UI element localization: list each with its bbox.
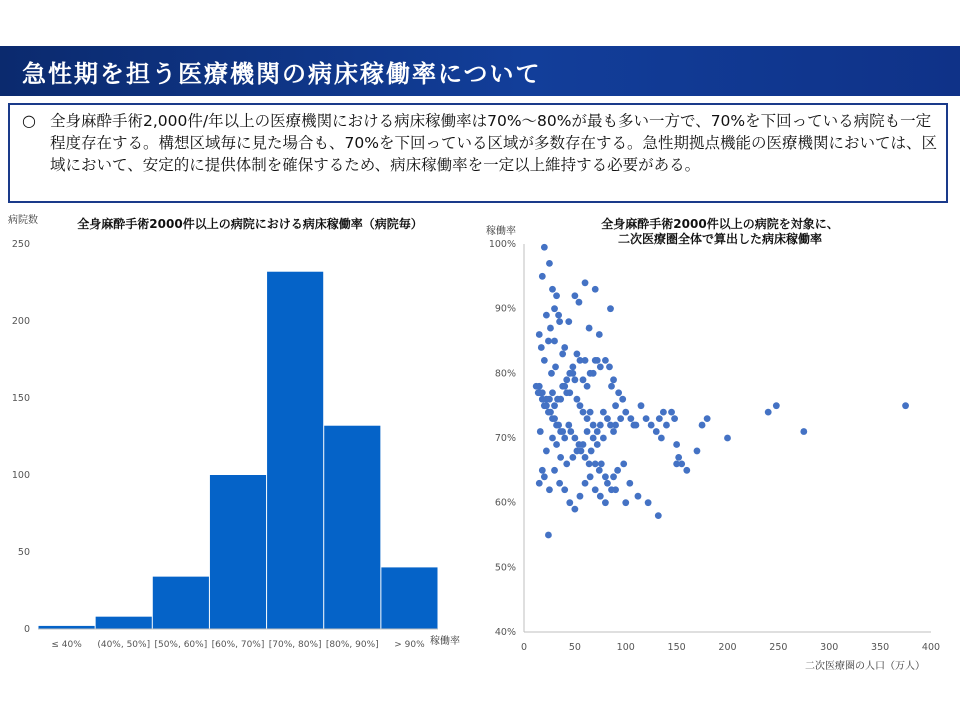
scatter-point — [627, 415, 634, 422]
scatter-point — [545, 338, 552, 345]
histogram-y-tick-label: 150 — [11, 393, 30, 404]
scatter-y-tick-label: 80% — [494, 368, 516, 380]
histogram-x-tick-label: > 90% — [394, 640, 425, 650]
scatter-point — [773, 402, 780, 409]
scatter-point — [586, 460, 593, 467]
scatter-point — [590, 370, 597, 377]
scatter-point — [619, 396, 626, 403]
scatter-point — [586, 325, 593, 332]
scatter-point — [626, 480, 633, 487]
scatter-y-tick-label: 90% — [494, 303, 516, 315]
scatter-point — [598, 460, 605, 467]
scatter-point — [571, 435, 578, 442]
scatter-point — [551, 415, 558, 422]
histogram-y-tick-label: 200 — [11, 316, 30, 327]
histogram-x-tick-label: [60%, 70%] — [211, 640, 265, 650]
scatter-point — [615, 389, 622, 396]
scatter-point — [574, 448, 581, 455]
scatter-point — [704, 415, 711, 422]
scatter-point — [574, 396, 581, 403]
scatter-point — [671, 415, 678, 422]
scatter-point — [584, 383, 591, 390]
histogram-bar — [210, 475, 266, 629]
scatter-point — [592, 460, 599, 467]
scatter-point — [545, 532, 552, 539]
summary-box — [8, 103, 948, 203]
scatter-point — [569, 370, 576, 377]
scatter-x-tick-label: 0 — [520, 642, 528, 653]
histogram-bar — [153, 577, 209, 629]
scatter-point — [608, 383, 615, 390]
scatter-point — [594, 428, 601, 435]
scatter-point — [587, 409, 594, 416]
scatter-point — [683, 467, 690, 474]
scatter-y-tick-label: 100% — [488, 239, 516, 250]
scatter-point — [543, 448, 550, 455]
scatter-point — [765, 409, 772, 416]
scatter-x-tick-label: 400 — [921, 642, 941, 653]
scatter-point — [561, 435, 568, 442]
scatter-point — [699, 422, 706, 429]
scatter-point — [902, 402, 909, 409]
scatter-point — [604, 480, 611, 487]
scatter-point — [547, 325, 554, 332]
scatter-point — [548, 370, 555, 377]
scatter-point — [590, 435, 597, 442]
scatter-point — [582, 480, 589, 487]
scatter-point — [645, 499, 652, 506]
scatter-point — [582, 454, 589, 461]
scatter-point — [549, 435, 556, 442]
scatter-point — [541, 473, 548, 480]
scatter-point — [565, 318, 572, 325]
scatter-point — [541, 244, 548, 251]
scatter-point — [571, 506, 578, 513]
scatter-point — [597, 363, 604, 370]
scatter-point — [580, 441, 587, 448]
histogram-y-tick-label: 0 — [23, 624, 30, 635]
scatter-point — [541, 357, 548, 364]
histogram-bar — [96, 617, 152, 629]
scatter-point — [549, 389, 556, 396]
histogram-bar — [267, 272, 323, 629]
scatter-point — [556, 318, 563, 325]
scatter-point — [594, 357, 601, 364]
scatter-point — [622, 409, 629, 416]
scatter-x-tick-label: 300 — [820, 642, 839, 653]
scatter-point — [604, 415, 611, 422]
scatter-point — [612, 422, 619, 429]
scatter-point — [538, 344, 545, 351]
histogram-x-axis-label: 稼働率 — [430, 636, 460, 647]
scatter-point — [800, 428, 807, 435]
scatter-point — [559, 383, 566, 390]
histogram-y-axis-label: 病院数 — [8, 215, 38, 226]
scatter-point — [563, 460, 570, 467]
scatter-point — [571, 292, 578, 299]
scatter-point — [567, 428, 574, 435]
scatter-x-tick-label: 350 — [871, 642, 890, 653]
scatter-point — [587, 473, 594, 480]
scatter-point — [539, 273, 546, 280]
scatter-point — [576, 299, 583, 306]
scatter-point — [673, 441, 680, 448]
histogram-x-tick-label: [70%, 80%] — [268, 640, 322, 650]
scatter-point — [551, 467, 558, 474]
scatter-point — [597, 422, 604, 429]
scatter-point — [600, 409, 607, 416]
scatter-point — [569, 454, 576, 461]
scatter-point — [537, 389, 544, 396]
histogram-bar — [381, 567, 437, 629]
scatter-point — [610, 428, 617, 435]
scatter-x-tick-label: 100 — [616, 642, 635, 653]
scatter-point — [543, 402, 550, 409]
histogram-x-tick-label: [50%, 60%] — [154, 640, 208, 650]
scatter-point — [588, 448, 595, 455]
histogram-y-tick-label: 100 — [11, 470, 30, 481]
histogram-y-tick-label: 250 — [11, 239, 30, 250]
scatter-point — [655, 512, 662, 519]
scatter-point — [551, 305, 558, 312]
scatter-x-tick-label: 150 — [667, 642, 686, 653]
scatter-x-axis-label: 二次医療圏の人口（万人） — [805, 661, 925, 672]
scatter-point — [584, 415, 591, 422]
scatter-point — [673, 460, 680, 467]
scatter-point — [596, 331, 603, 338]
scatter-point — [724, 435, 731, 442]
scatter-point — [653, 428, 660, 435]
scatter-point — [565, 422, 572, 429]
scatter-y-tick-label: 70% — [494, 433, 516, 444]
summary-text: 全身麻酔手術2,000件/年以上の医療機関における病床稼働率は70%～80%が最も多い一方で、70%を下回っている病院も一定程度存在する。構想区域毎に見た場合も、70%を下回っている区域が多数存在する。急性期拠点機能の医療機関においては、区域において、安定的に提供体制を確保するため、病床稼働率を一定以上維持する必要がある。 — [50, 112, 937, 174]
scatter-point — [675, 454, 682, 461]
scatter-point — [612, 402, 619, 409]
scatter-point — [553, 441, 560, 448]
scatter-point — [553, 292, 560, 299]
scatter-chart — [480, 210, 960, 680]
scatter-point — [582, 279, 589, 286]
scatter-point — [563, 376, 570, 383]
scatter-y-axis-label: 稼働率 — [486, 226, 516, 237]
histogram-title: 全身麻酔手術2000件以上の病院における病床稼働率（病院毎） — [77, 217, 423, 231]
scatter-title-line-2: 二次医療圏全体で算出した病床稼働率 — [617, 232, 822, 246]
scatter-point — [566, 389, 573, 396]
scatter-point — [554, 396, 561, 403]
scatter-y-tick-label: 40% — [494, 627, 516, 638]
scatter-point — [597, 493, 604, 500]
histogram-y-tick-label: 50 — [17, 547, 30, 558]
histogram-x-tick-label: ≤ 40% — [51, 640, 82, 650]
scatter-point — [566, 499, 573, 506]
scatter-point — [635, 493, 642, 500]
scatter-point — [668, 409, 675, 416]
scatter-point — [638, 402, 645, 409]
page-title: 急性期を担う医療機関の病床稼働率について — [22, 60, 542, 88]
scatter-x-tick-label: 200 — [718, 642, 737, 653]
scatter-point — [547, 409, 554, 416]
scatter-point — [620, 460, 627, 467]
scatter-point — [551, 402, 558, 409]
scatter-point — [594, 441, 601, 448]
scatter-point — [546, 260, 553, 267]
scatter-point — [614, 467, 621, 474]
scatter-point — [602, 473, 609, 480]
title-banner — [0, 46, 960, 96]
scatter-y-tick-label: 60% — [494, 497, 516, 509]
scatter-point — [643, 415, 650, 422]
scatter-point — [612, 486, 619, 493]
scatter-point — [551, 338, 558, 345]
scatter-point — [606, 363, 613, 370]
scatter-point — [600, 435, 607, 442]
summary-bullet: ○ — [22, 111, 36, 130]
scatter-title-line-1: 全身麻酔手術2000件以上の病院を対象に、 — [601, 217, 839, 231]
scatter-x-tick-label: 50 — [568, 642, 581, 653]
scatter-point — [658, 435, 665, 442]
histogram-chart — [0, 210, 480, 660]
scatter-point — [610, 473, 617, 480]
scatter-point — [561, 486, 568, 493]
scatter-point — [557, 454, 564, 461]
scatter-point — [656, 415, 663, 422]
scatter-point — [592, 286, 599, 293]
scatter-point — [536, 480, 543, 487]
scatter-point — [577, 402, 584, 409]
scatter-point — [694, 448, 701, 455]
scatter-point — [539, 467, 546, 474]
scatter-x-tick-label: 250 — [769, 642, 788, 653]
scatter-point — [549, 286, 556, 293]
scatter-point — [543, 312, 550, 319]
scatter-point — [539, 396, 546, 403]
scatter-point — [556, 480, 563, 487]
scatter-point — [536, 331, 543, 338]
scatter-point — [533, 383, 540, 390]
scatter-point — [555, 312, 562, 319]
scatter-point — [574, 351, 581, 358]
scatter-point — [607, 305, 614, 312]
scatter-point — [577, 493, 584, 500]
scatter-point — [622, 499, 629, 506]
scatter-point — [648, 422, 655, 429]
scatter-point — [561, 344, 568, 351]
scatter-point — [569, 363, 576, 370]
scatter-point — [660, 409, 667, 416]
scatter-point — [571, 376, 578, 383]
scatter-point — [610, 376, 617, 383]
scatter-point — [617, 415, 624, 422]
scatter-point — [596, 467, 603, 474]
scatter-point — [552, 363, 559, 370]
scatter-point — [663, 422, 670, 429]
scatter-point — [580, 409, 587, 416]
scatter-point — [630, 422, 637, 429]
scatter-point — [559, 428, 566, 435]
histogram-x-tick-label: (40%, 50%] — [97, 640, 151, 650]
scatter-point — [546, 486, 553, 493]
scatter-point — [559, 351, 566, 358]
scatter-point — [555, 422, 562, 429]
scatter-point — [590, 422, 597, 429]
scatter-point — [537, 428, 544, 435]
scatter-point — [584, 428, 591, 435]
scatter-y-tick-label: 50% — [494, 562, 516, 574]
scatter-point — [602, 357, 609, 364]
scatter-point — [580, 376, 587, 383]
scatter-point — [546, 396, 553, 403]
scatter-point — [582, 357, 589, 364]
scatter-point — [602, 499, 609, 506]
scatter-point — [592, 486, 599, 493]
histogram-bar — [324, 426, 380, 629]
histogram-x-tick-label: [80%, 90%] — [325, 640, 379, 650]
